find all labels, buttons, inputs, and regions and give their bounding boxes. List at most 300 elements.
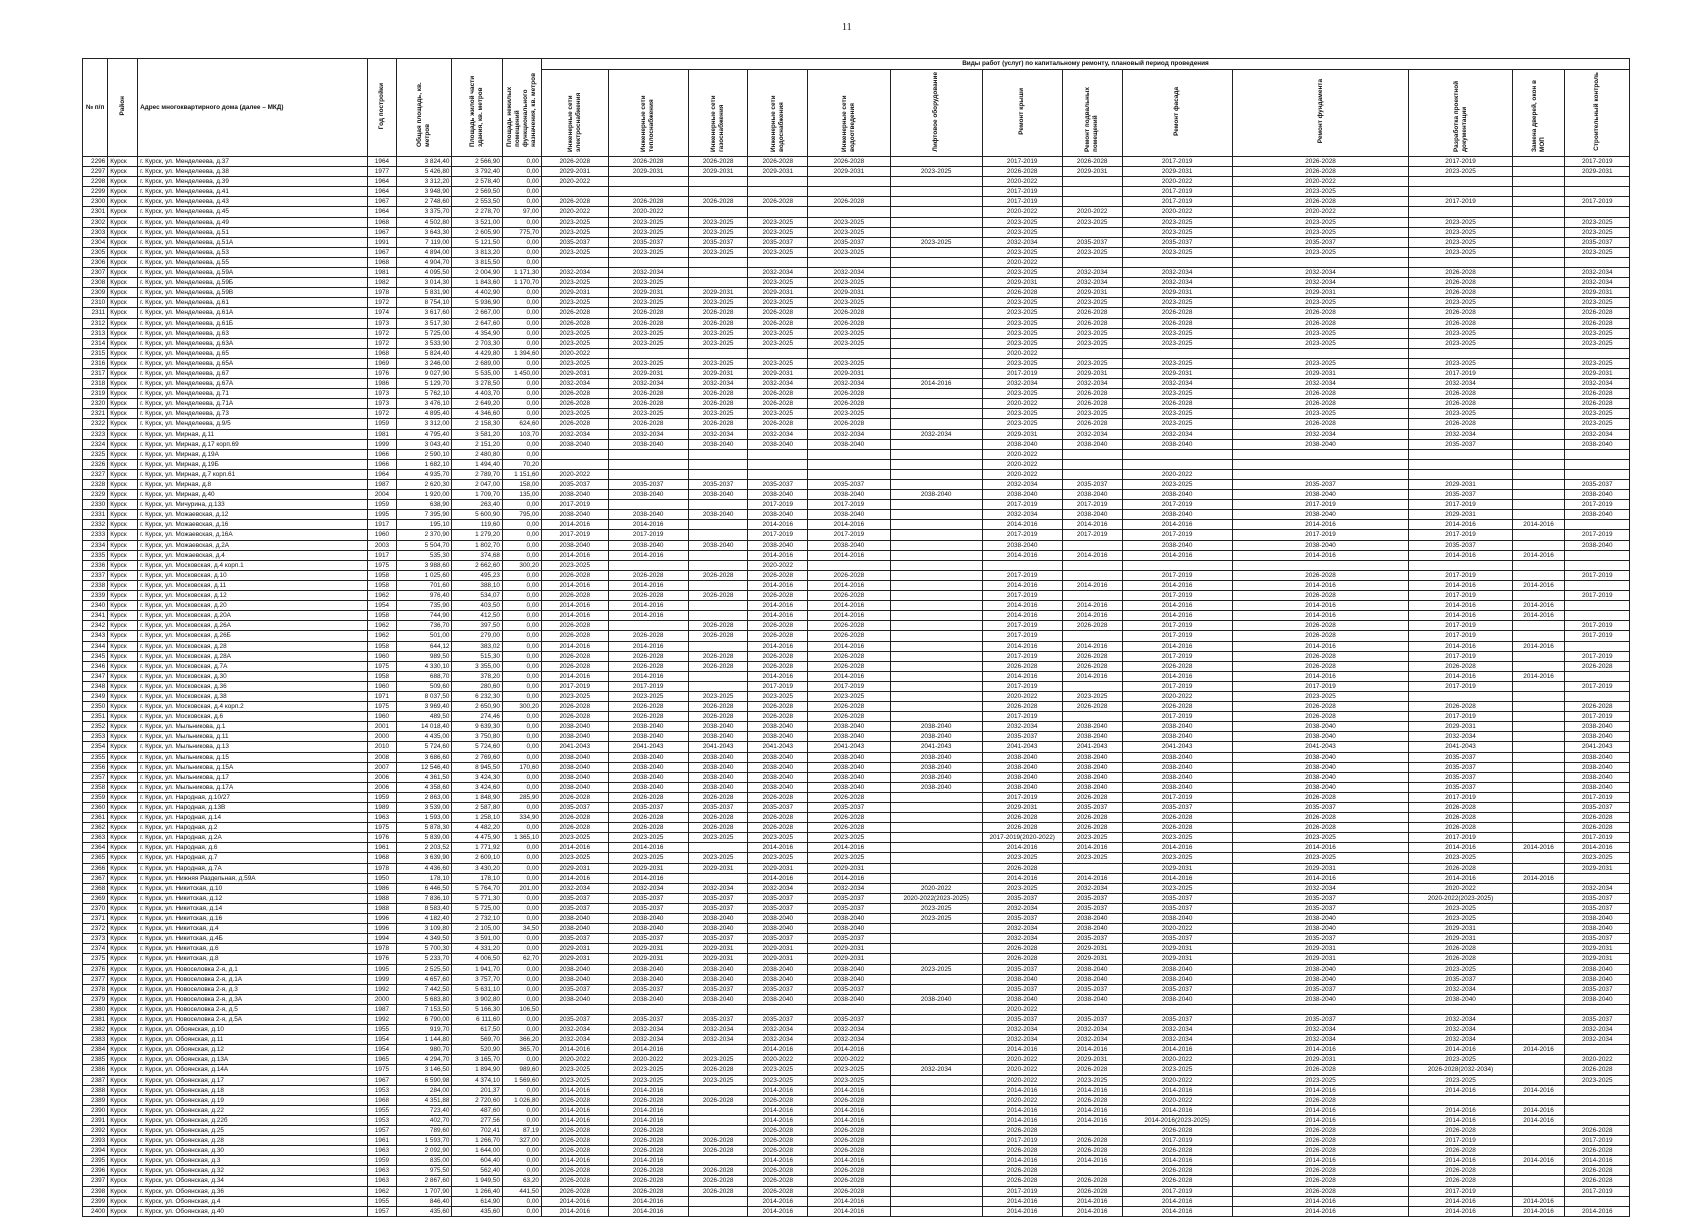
table-cell: 2026-2028 — [1232, 399, 1409, 409]
table-cell: 2 590,10 — [397, 449, 452, 459]
table-cell — [1409, 449, 1512, 459]
table-cell: 2035-2037 — [982, 984, 1062, 994]
table-cell: 2014-2016 — [748, 1196, 808, 1206]
table-cell: 2395 — [83, 1156, 108, 1166]
table-cell: г. Курск, ул. Новоселовка 2-я, д.3А — [138, 994, 368, 1004]
table-cell: 2023-2025 — [541, 227, 608, 237]
table-cell: 2035-2037 — [608, 903, 688, 913]
table-cell: 2312 — [83, 318, 108, 328]
table-cell: 2038-2040 — [808, 974, 891, 984]
table-cell: 2035-2037 — [1232, 903, 1409, 913]
table-cell: 2026-2028 — [808, 1126, 891, 1136]
table-cell: 2029-2031 — [608, 863, 688, 873]
col-header: Ремонт фасада — [1122, 70, 1232, 157]
table-cell: 2038-2040 — [1062, 510, 1122, 520]
table-row — [83, 1105, 1630, 1115]
table-cell — [890, 500, 982, 510]
table-cell: 2038-2040 — [541, 782, 608, 792]
table-cell: 2347 — [83, 671, 108, 681]
table-cell: 2023-2025 — [982, 268, 1062, 278]
table-cell: 2032-2034 — [1232, 1025, 1409, 1035]
table-cell: 2003 — [367, 540, 397, 550]
table-cell: 2038-2040 — [608, 540, 688, 550]
table-cell: 2038-2040 — [1565, 439, 1630, 449]
table-cell: Курск — [108, 1045, 138, 1055]
table-cell: 2026-2028 — [748, 621, 808, 631]
table-cell: 2014-2016 — [1122, 671, 1232, 681]
table-cell: 2023-2025 — [982, 298, 1062, 308]
table-cell: 2023-2025 — [808, 227, 891, 237]
table-cell: 2 092,90 — [397, 1146, 452, 1156]
table-cell: 2 105,00 — [452, 924, 502, 934]
table-cell: 2017-2019 — [1565, 621, 1630, 631]
table-cell: 2 480,80 — [452, 449, 502, 459]
table-cell: 2014-2016 — [982, 873, 1062, 883]
table-cell: 2378 — [83, 984, 108, 994]
table-cell: 2038-2040 — [808, 540, 891, 550]
table-cell: 2014-2016 — [1232, 1196, 1409, 1206]
table-cell: 0,00 — [502, 328, 541, 338]
table-cell: Курск — [108, 681, 138, 691]
table-row — [83, 1196, 1630, 1206]
table-cell — [688, 550, 748, 560]
table-cell — [1512, 338, 1565, 348]
table-cell: г. Курск, ул. Московская, д.4 корп.1 — [138, 560, 368, 570]
table-cell: Курск — [108, 1126, 138, 1136]
table-cell: 2017-2019 — [1409, 368, 1512, 378]
table-cell — [1122, 257, 1232, 267]
table-cell: 2014-2016 — [541, 550, 608, 560]
table-cell: 0,00 — [502, 863, 541, 873]
table-cell: 2026-2028 — [1122, 1176, 1232, 1186]
table-cell: 1 593,70 — [397, 1136, 452, 1146]
table-cell: г. Курск, ул. Менделеева, д.49 — [138, 217, 368, 227]
table-cell: 4 403,70 — [452, 389, 502, 399]
table-cell — [1512, 217, 1565, 227]
table-cell — [1512, 924, 1565, 934]
table-cell: г. Курск, ул. Обоянская, д.10 — [138, 1025, 368, 1035]
table-cell: 2305 — [83, 247, 108, 257]
table-cell — [541, 459, 608, 469]
table-cell: 2017-2019 — [808, 500, 891, 510]
table-cell: 3 617,60 — [397, 308, 452, 318]
table-cell: 2026-2028 — [1232, 651, 1409, 661]
table-cell: 2041-2043 — [1062, 742, 1122, 752]
table-cell — [1512, 1146, 1565, 1156]
table-cell — [808, 1004, 891, 1014]
table-cell — [1512, 288, 1565, 298]
table-cell: 2014-2016 — [608, 1156, 688, 1166]
table-cell — [1062, 348, 1122, 358]
table-cell: 2396 — [83, 1166, 108, 1176]
table-cell — [890, 308, 982, 318]
table-cell: 4 182,40 — [397, 914, 452, 924]
table-cell: 1999 — [367, 439, 397, 449]
table-cell: 2387 — [83, 1075, 108, 1085]
table-cell: 2368 — [83, 883, 108, 893]
table-cell: 3 815,50 — [452, 257, 502, 267]
table-row — [83, 348, 1630, 358]
table-cell: 0,00 — [502, 449, 541, 459]
table-cell — [890, 1004, 982, 1014]
table-cell: 0,00 — [502, 550, 541, 560]
table-cell: 2026-2028 — [541, 399, 608, 409]
table-cell: 2026-2028 — [1565, 1126, 1630, 1136]
table-cell: 2023-2025 — [808, 338, 891, 348]
table-cell: 2026-2028 — [982, 954, 1062, 964]
table-cell: 2029-2031 — [1565, 167, 1630, 177]
table-cell: 2029-2031 — [688, 954, 748, 964]
table-cell: 2038-2040 — [1122, 994, 1232, 1004]
table-cell: 2014-2016 — [1409, 873, 1512, 883]
table-cell: 2014-2016 — [1062, 1085, 1122, 1095]
table-cell: г. Курск, ул. Обоянская, д.14А — [138, 1065, 368, 1075]
table-cell: 2014-2016 — [541, 580, 608, 590]
table-cell: 2014-2016 — [1232, 580, 1409, 590]
table-cell: 2000 — [367, 994, 397, 1004]
table-cell: 2038-2040 — [688, 782, 748, 792]
table-cell: 2026-2028 — [1565, 702, 1630, 712]
table-cell: 2023-2025 — [608, 691, 688, 701]
table-cell — [1512, 903, 1565, 913]
table-row — [83, 853, 1630, 863]
table-cell — [1512, 247, 1565, 257]
table-cell: 2026-2028 — [688, 792, 748, 802]
table-cell — [1512, 681, 1565, 691]
table-cell: 2017-2019 — [1409, 591, 1512, 601]
table-cell: 2026-2028 — [982, 1166, 1062, 1176]
table-cell: 2029-2031 — [1565, 863, 1630, 873]
table-cell: 2014-2016 — [982, 520, 1062, 530]
table-cell: Курск — [108, 247, 138, 257]
table-cell: 2038-2040 — [748, 994, 808, 1004]
table-cell — [1512, 772, 1565, 782]
table-cell: 2035-2037 — [808, 803, 891, 813]
table-cell: 5 762,10 — [397, 389, 452, 399]
table-cell: 1 949,50 — [452, 1176, 502, 1186]
table-cell: 2035-2037 — [1122, 934, 1232, 944]
table-cell: 158,00 — [502, 480, 541, 490]
table-row — [83, 641, 1630, 651]
table-cell: 2392 — [83, 1126, 108, 1136]
table-cell — [1512, 328, 1565, 338]
table-cell: 2026-2028 — [1232, 631, 1409, 641]
table-cell — [688, 459, 748, 469]
table-cell: 2026-2028 — [808, 1176, 891, 1186]
table-cell: 2026-2028 — [541, 1146, 608, 1156]
table-cell: 2038-2040 — [748, 974, 808, 984]
table-cell — [890, 288, 982, 298]
table-cell: 2026-2028 — [541, 419, 608, 429]
table-cell: 2035-2037 — [982, 964, 1062, 974]
table-cell: 2023-2025 — [608, 278, 688, 288]
table-cell: 3 517,30 — [397, 318, 452, 328]
table-cell: 2020-2022 — [1122, 1055, 1232, 1065]
table-cell: 2038-2040 — [1122, 490, 1232, 500]
table-cell: 2026-2028 — [608, 661, 688, 671]
table-cell: 2038-2040 — [1232, 974, 1409, 984]
table-cell: 2038-2040 — [1122, 964, 1232, 974]
table-cell: 2038-2040 — [1565, 540, 1630, 550]
table-cell: 2026-2028 — [808, 651, 891, 661]
table-cell: 520,90 — [452, 1045, 502, 1055]
table-cell: 2023-2025 — [808, 853, 891, 863]
table-cell: 2014-2016 — [541, 1105, 608, 1115]
table-cell: 2014-2016 — [541, 641, 608, 651]
table-cell: 744,90 — [397, 611, 452, 621]
table-cell — [890, 792, 982, 802]
table-cell: 5 725,00 — [452, 903, 502, 913]
table-cell — [1565, 449, 1630, 459]
table-cell: 2023-2025 — [748, 338, 808, 348]
table-cell: 2 370,90 — [397, 530, 452, 540]
table-cell: 2041-2043 — [890, 742, 982, 752]
table-cell: 2026-2028 — [608, 1146, 688, 1156]
table-cell: 2029-2031 — [541, 863, 608, 873]
table-row — [83, 469, 1630, 479]
table-cell — [1512, 237, 1565, 247]
table-cell: Курск — [108, 550, 138, 560]
table-cell: 0,00 — [502, 237, 541, 247]
table-cell: 2014-2016 — [982, 1045, 1062, 1055]
col-header: Инженерные сети теплоснабжения — [608, 70, 688, 157]
table-cell: Курск — [108, 691, 138, 701]
table-cell: 119,60 — [452, 520, 502, 530]
table-cell — [1565, 580, 1630, 590]
table-cell: 2365 — [83, 853, 108, 863]
table-cell: Курск — [108, 803, 138, 813]
table-cell: 2017-2019 — [1122, 631, 1232, 641]
table-cell: 2038-2040 — [1062, 490, 1122, 500]
table-cell: Курск — [108, 903, 138, 913]
table-cell: 2014-2016 — [808, 1196, 891, 1206]
table-cell: 2306 — [83, 257, 108, 267]
table-cell: Курск — [108, 752, 138, 762]
table-cell — [1062, 469, 1122, 479]
table-cell: 1995 — [367, 964, 397, 974]
table-cell: 2038-2040 — [1232, 439, 1409, 449]
table-cell: 2029-2031 — [688, 368, 748, 378]
table-cell: 2023-2025 — [1232, 247, 1409, 257]
table-cell: 2023-2025 — [1409, 853, 1512, 863]
table-cell: 2041-2043 — [1409, 742, 1512, 752]
table-cell: 2032-2034 — [982, 924, 1062, 934]
table-cell — [1512, 1176, 1565, 1186]
table-cell — [1565, 1115, 1630, 1125]
table-cell: 2032-2034 — [982, 903, 1062, 913]
table-cell: 2026-2028 — [1232, 621, 1409, 631]
table-cell: 0,00 — [502, 1196, 541, 1206]
table-cell: 2323 — [83, 429, 108, 439]
table-cell — [1512, 782, 1565, 792]
table-cell: 2038-2040 — [808, 439, 891, 449]
table-cell: 2038-2040 — [982, 439, 1062, 449]
table-cell: 0,00 — [502, 187, 541, 197]
table-cell: 2014-2016 — [1232, 1045, 1409, 1055]
table-cell: 2026-2028 — [541, 702, 608, 712]
table-cell: 3 988,60 — [397, 560, 452, 570]
table-row — [83, 268, 1630, 278]
table-cell: 2026-2028 — [541, 792, 608, 802]
col-header: Ремонт фундамента — [1232, 70, 1409, 157]
table-cell: 2026-2028 — [608, 631, 688, 641]
table-cell: 2029-2031 — [1232, 863, 1409, 873]
table-cell: 2014-2016 — [748, 520, 808, 530]
table-cell — [1512, 944, 1565, 954]
table-row — [83, 1146, 1630, 1156]
table-cell: 2017-2019 — [541, 500, 608, 510]
table-cell: 374,68 — [452, 550, 502, 560]
table-cell: 2023-2025 — [748, 247, 808, 257]
table-cell: 2029-2031 — [1122, 954, 1232, 964]
table-cell: 2017-2019 — [1565, 1186, 1630, 1196]
table-cell: г. Курск, ул. Обоянская, д.18 — [138, 1085, 368, 1095]
table-cell: 2014-2016 — [748, 601, 808, 611]
table-cell: 2029-2031 — [541, 368, 608, 378]
table-cell: 6 590,98 — [397, 1075, 452, 1085]
table-cell: 2038-2040 — [541, 439, 608, 449]
table-cell: 2023-2025 — [541, 328, 608, 338]
table-cell — [748, 187, 808, 197]
table-cell: 2026-2028 — [748, 712, 808, 722]
table-cell: 2014-2016 — [608, 520, 688, 530]
table-cell: 2023-2025 — [982, 419, 1062, 429]
table-cell: Курск — [108, 742, 138, 752]
table-cell: 2026-2028 — [748, 1126, 808, 1136]
table-cell: 2391 — [83, 1115, 108, 1125]
table-cell: Курск — [108, 843, 138, 853]
table-cell — [1512, 177, 1565, 187]
table-cell: 2304 — [83, 237, 108, 247]
table-cell: 2038-2040 — [982, 994, 1062, 1004]
table-cell: Курск — [108, 772, 138, 782]
table-cell: 1961 — [367, 843, 397, 853]
table-cell: 2038-2040 — [808, 752, 891, 762]
table-cell: 2026-2028 — [1409, 399, 1512, 409]
table-cell: 2017-2019 — [1409, 1186, 1512, 1196]
table-cell: 2032-2034 — [1062, 1035, 1122, 1045]
table-row — [83, 671, 1630, 681]
table-cell: 2023-2025 — [1565, 298, 1630, 308]
table-cell — [748, 207, 808, 217]
table-cell: 1962 — [367, 1186, 397, 1196]
table-cell: 2032-2034 — [1062, 883, 1122, 893]
table-cell: 2017-2019 — [1565, 591, 1630, 601]
table-cell: 2026-2028 — [608, 712, 688, 722]
table-row — [83, 1055, 1630, 1065]
table-cell: 2038-2040 — [1062, 722, 1122, 732]
table-cell: 2038-2040 — [608, 490, 688, 500]
table-cell: 2352 — [83, 722, 108, 732]
table-cell: 2017-2019 — [1122, 530, 1232, 540]
table-cell: 1959 — [367, 792, 397, 802]
table-cell: 2017-2019 — [1409, 712, 1512, 722]
table-cell: г. Курск, ул. Менделеева, д.59А — [138, 268, 368, 278]
table-cell: Курск — [108, 298, 138, 308]
table-cell: 2041-2043 — [608, 742, 688, 752]
table-cell: 2014-2016 — [982, 601, 1062, 611]
table-cell — [1409, 691, 1512, 701]
table-cell: Курск — [108, 1025, 138, 1035]
table-cell: 0,00 — [502, 570, 541, 580]
table-cell: 2038-2040 — [541, 762, 608, 772]
table-cell: 2026-2028 — [608, 318, 688, 328]
table-cell: 0,00 — [502, 1156, 541, 1166]
table-cell: 2364 — [83, 843, 108, 853]
table-cell: Курск — [108, 530, 138, 540]
table-row — [83, 934, 1630, 944]
table-cell: 0,00 — [502, 1025, 541, 1035]
table-cell — [688, 278, 748, 288]
table-cell: 2023-2025 — [982, 318, 1062, 328]
table-cell — [890, 611, 982, 621]
table-cell: 2026-2028 — [748, 308, 808, 318]
table-cell: 0,00 — [502, 540, 541, 550]
table-cell: 2026-2028 — [541, 823, 608, 833]
table-cell: 1982 — [367, 278, 397, 288]
table-cell: 2026-2028 — [541, 389, 608, 399]
table-cell: 2023-2025 — [808, 1075, 891, 1085]
table-cell: 1 279,20 — [452, 530, 502, 540]
table-cell: 1991 — [367, 237, 397, 247]
table-cell: Курск — [108, 560, 138, 570]
table-cell: 2029-2031 — [541, 288, 608, 298]
table-cell: Курск — [108, 540, 138, 550]
table-cell — [1512, 1126, 1565, 1136]
table-cell: 2023-2025 — [808, 409, 891, 419]
table-cell: 2014-2016 — [1062, 611, 1122, 621]
table-cell: 2038-2040 — [541, 510, 608, 520]
table-cell — [1512, 1075, 1565, 1085]
col-header: Разработка проектной документации — [1409, 70, 1512, 157]
table-cell: 489,50 — [397, 712, 452, 722]
table-cell: г. Курск, ул. Менделеева, д.67А — [138, 379, 368, 389]
table-cell: 4 795,40 — [397, 429, 452, 439]
table-cell — [890, 358, 982, 368]
table-cell: Курск — [108, 500, 138, 510]
table-cell — [1512, 510, 1565, 520]
table-cell: 2023-2025 — [1122, 247, 1232, 257]
table-cell: г. Курск, ул. Менделеева, д.59Б — [138, 278, 368, 288]
table-cell — [1565, 1045, 1630, 1055]
table-cell: Курск — [108, 671, 138, 681]
table-cell: 2023-2025 — [982, 328, 1062, 338]
table-row — [83, 298, 1630, 308]
table-cell: 2035-2037 — [1232, 893, 1409, 903]
table-cell: г. Курск, ул. Мыльникова, д.17 — [138, 772, 368, 782]
table-cell: 2026-2028 — [1062, 651, 1122, 661]
table-cell — [890, 1166, 982, 1176]
table-cell: 4 361,50 — [397, 772, 452, 782]
table-cell: 2026-2028 — [808, 1136, 891, 1146]
table-cell: 2026-2028 — [688, 651, 748, 661]
table-cell: Курск — [108, 1115, 138, 1125]
table-cell: 2026-2028 — [688, 399, 748, 409]
table-cell: 397,50 — [452, 621, 502, 631]
table-cell: 2026-2028 — [748, 631, 808, 641]
table-cell: г. Курск, ул. Можаевская, д.12 — [138, 510, 368, 520]
table-cell: 0,00 — [502, 580, 541, 590]
table-cell: 4 904,70 — [397, 257, 452, 267]
table-cell — [1512, 954, 1565, 964]
table-cell: 2014-2016 — [1122, 873, 1232, 883]
table-cell: 2035-2037 — [982, 914, 1062, 924]
table-cell: г. Курск, ул. Обоянская, д.36 — [138, 1186, 368, 1196]
table-cell — [1565, 873, 1630, 883]
table-cell: 1968 — [367, 348, 397, 358]
table-cell: 2023-2025 — [1062, 409, 1122, 419]
table-cell — [1409, 207, 1512, 217]
